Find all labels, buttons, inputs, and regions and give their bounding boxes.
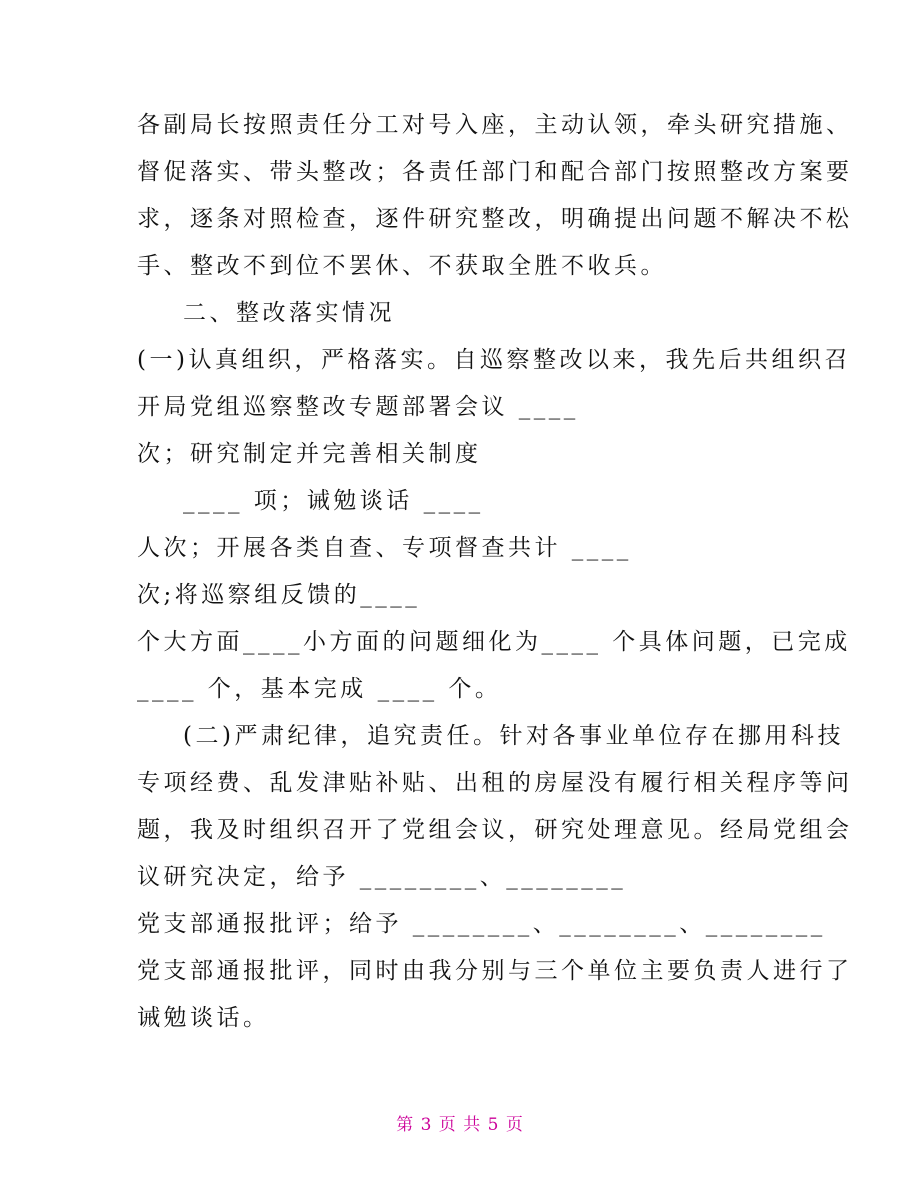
text-line: 个大方面____小方面的问题细化为____ 个具体问题，已完成 (137, 629, 851, 655)
text-line: 党支部通报批评；给予 ________、________、________ (137, 911, 826, 937)
text-line: 次；研究制定并完善相关制度 (137, 441, 482, 467)
text-line: 各副局长按照责任分工对号入座，主动认领，牵头研究措施、 (137, 112, 853, 138)
text-line: (一)认真组织，严格落实。自巡察整改以来，我先后共组织召 (137, 347, 851, 373)
text-line: ____ 个，基本完成 ____ 个。 (137, 676, 502, 702)
text-line: 开局党组巡察整改专题部署会议 ____ (137, 394, 579, 420)
text-line: ____ 项；诫勉谈话 ____ (183, 488, 484, 514)
text-line: 党支部通报批评，同时由我分别与三个单位主要负责人进行了 (137, 958, 853, 984)
text-line: 督促落实、带头整改；各责任部门和配合部门按照整改方案要 (137, 159, 853, 185)
text-line: 人次；开展各类自查、专项督查共计 ____ (137, 535, 632, 561)
text-line: 手、整改不到位不罢休、不获取全胜不收兵。 (137, 253, 667, 279)
text-line: 专项经费、乱发津贴补贴、出租的房屋没有履行相关程序等问 (137, 770, 853, 796)
text-line: (二)严肃纪律，追究责任。针对各事业单位存在挪用科技 (183, 723, 844, 749)
text-line: 诫勉谈话。 (137, 1005, 270, 1031)
text-line: 次;将巡察组反馈的____ (137, 582, 421, 608)
section-heading: 二、整改落实情况 (183, 300, 395, 326)
text-line: 议研究决定，给予 ________、________ (137, 864, 627, 890)
text-line: 题，我及时组织召开了党组会议，研究处理意见。经局党组会 (137, 817, 853, 843)
text-line: 求，逐条对照检查，逐件研究整改，明确提出问题不解决不松 (137, 206, 853, 232)
page-number-footer: 第 3 页 共 5 页 (396, 1115, 524, 1135)
